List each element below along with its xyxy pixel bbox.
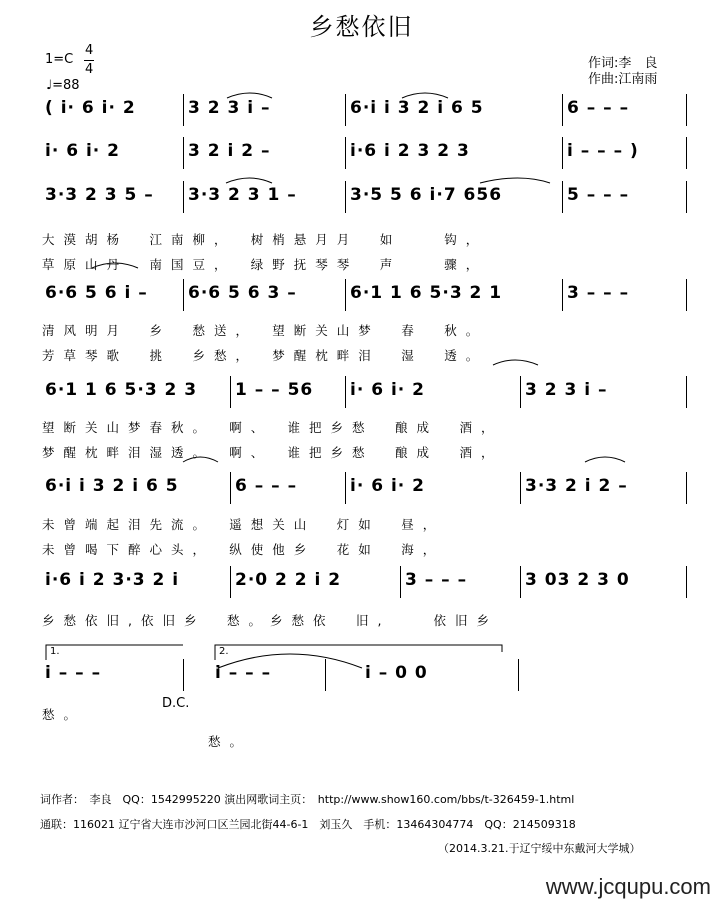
time-signature-top: 4 [85,43,94,58]
measure: 6 – – – [235,476,298,496]
measure: i· 6 i· 2 [45,141,120,161]
measure: i· 6 i· 2 [350,476,425,496]
measure: 3·3 2 i 2 – [525,476,628,496]
slur [493,360,538,365]
measure: 6 – – – [567,98,630,118]
lyric-line: 草原山丹 南国豆， 绿野抚琴琴 声 骤， [42,257,488,272]
slur [227,93,272,98]
volta-1-bracket [46,645,183,660]
slur [226,178,272,183]
song-title: 乡愁依旧 [309,13,414,41]
tie-arc [218,654,362,668]
lyric-line: 未曾端起泪先流。 遥想关山 灯如 昼， [42,517,445,532]
measure: i – 0 0 [365,663,428,683]
site-watermark: www.jcqupu.com [545,874,711,899]
footer-contact-line-1: 词作者： 李良 QQ：1542995220 演出网歌词主页： http://www.show160.com/bbs/t-326459-1.html [40,793,575,806]
measure: 3·3 2 3 1 – [188,185,297,205]
footer-date: （2014.3.21.于辽宁绥中东戴河大学城） [438,842,641,855]
lyric-line: 愁。 [208,734,252,749]
measure: 3 – – – [405,570,468,590]
measure: 6·i i 3 2 i 6 5 [350,98,484,118]
measure: 5 – – – [567,185,630,205]
slur [402,93,448,98]
measure: i – – – [215,663,272,683]
slur [480,178,550,183]
lyric-line: 愁。 [42,707,86,722]
lyric-line: 大漠胡杨 江南柳， 树梢悬月月 如 钩， [42,232,488,247]
lyric-line: 清风明月 乡 愁送， 望断关山梦 春 秋。 [42,323,488,338]
measure: 6·i i 3 2 i 6 5 [45,476,179,496]
lyric-line: 乡愁依旧,依旧乡 愁。乡愁依 旧, 依旧乡 [42,613,498,628]
volta-2-bracket [215,645,502,660]
measure: 3 03 2 3 0 [525,570,630,590]
measure: 1 – – 56 [235,380,314,400]
lyric-line: 望断关山梦春秋。 啊、 谁把乡愁 酿成 酒， [42,420,503,435]
slur [92,263,138,268]
dc-marking: D.C. [162,696,190,711]
volta-label: 2. [219,646,229,657]
footer-contact-line-2: 通联：116021 辽宁省大连市沙河口区兰园北街44-6-1 刘玉久 手机：13464304774 QQ：214509318 [40,818,576,831]
slur [183,457,218,462]
measure: 6·1 1 6 5·3 2 1 [350,283,503,303]
measure: 3 2 i 2 – [188,141,271,161]
lyric-line: 芳草琴歌 挑 乡愁， 梦醒枕畔泪 湿 透。 [42,348,488,363]
measure: i· 6 i· 2 [350,380,425,400]
measure: ( i· 6 i· 2 [45,98,136,118]
tempo-marking: ♩=88 [46,78,80,93]
measure: i – – – ) [567,141,639,161]
measure: i·6 i 2 3 2 3 [350,141,470,161]
measure: 3 2 3 i – [188,98,271,118]
lyric-line: 未曾喝下醉心头， 纵使他乡 花如 海， [42,542,445,557]
measure: 3 2 3 i – [525,380,608,400]
measure: 3·5 5 6 i·7 656 [350,185,503,205]
lyricist-credit: 作词:李 良 [588,56,658,71]
measure: 2·0 2 2 i 2 [235,570,342,590]
volta-label: 1. [50,646,60,657]
measure: 3·3 2 3 5 – [45,185,154,205]
measure: 6·1 1 6 5·3 2 3 [45,380,198,400]
time-signature-bottom: 4 [85,62,94,77]
slur [585,457,625,462]
lyric-line: 梦醒枕畔泪湿透。 啊、 谁把乡愁 酿成 酒， [42,445,503,460]
measure: 6·6 5 6 3 – [188,283,297,303]
measure: 6·6 5 6 i – [45,283,148,303]
composer-credit: 作曲:江南雨 [588,72,658,87]
measure: 3 – – – [567,283,630,303]
measure: i – – – [45,663,102,683]
key-signature: 1=C [45,52,74,67]
measure: i·6 i 2 3·3 2 i [45,570,180,590]
